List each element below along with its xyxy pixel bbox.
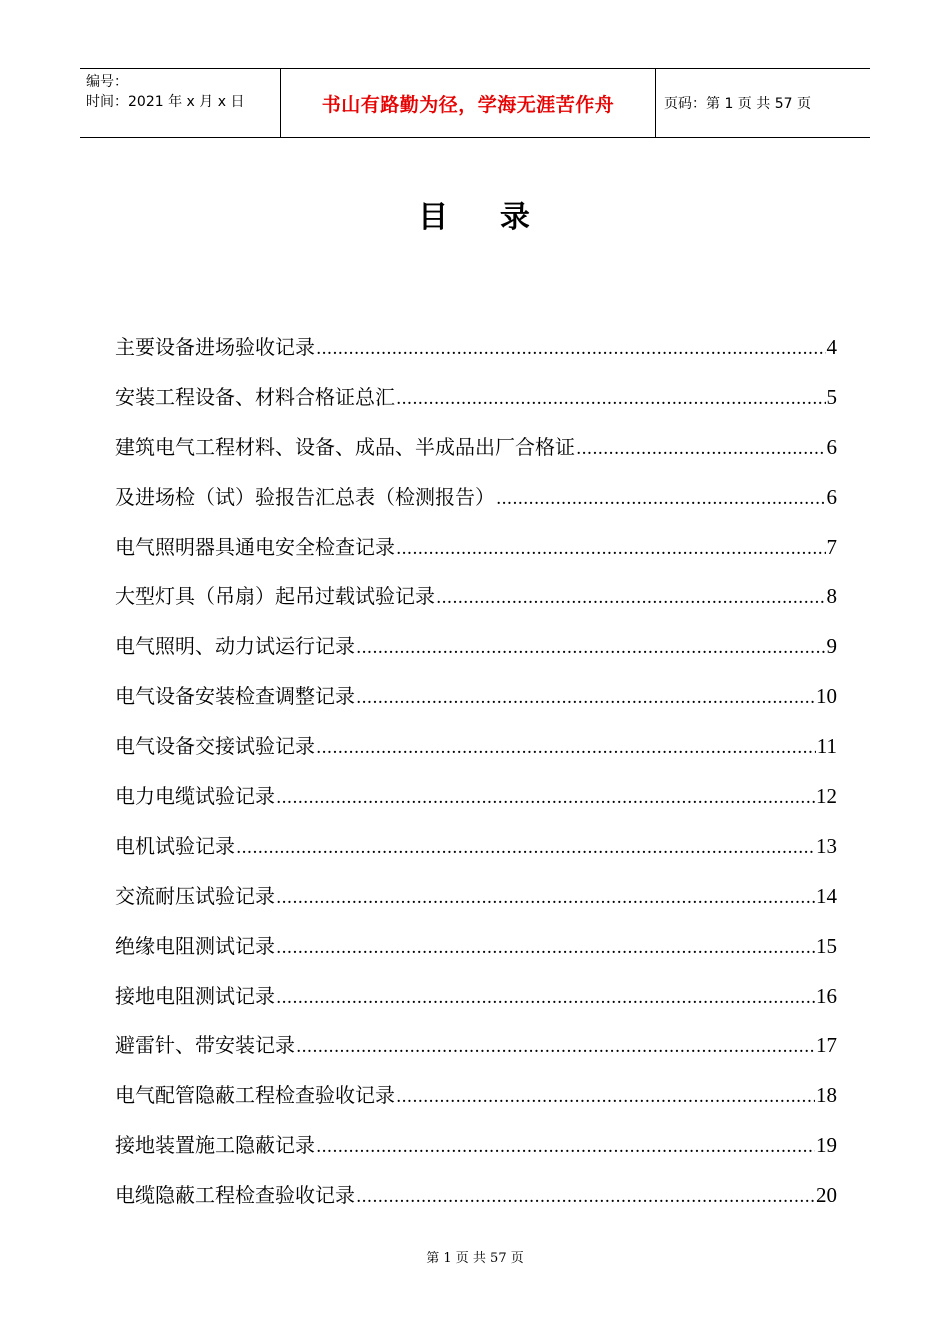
toc-leader-dots <box>356 674 815 724</box>
toc-entry[interactable] <box>115 722 837 772</box>
header-motto: 书山有路勤为径，学海无涯苦作舟 <box>280 69 656 137</box>
toc-leader-dots <box>316 1123 815 1173</box>
toc-entry[interactable] <box>115 672 837 722</box>
toc-entry-page: 5 <box>826 384 837 409</box>
toc-entry-label: 安装工程设备、材料合格证总汇 <box>115 384 395 409</box>
toc-leader-dots <box>236 824 815 874</box>
toc-entry-page: 6 <box>826 434 837 459</box>
toc-entry-label: 电气照明、动力试运行记录 <box>115 634 355 659</box>
toc-entry-page: 7 <box>826 534 837 559</box>
toc-entry-page: 11 <box>816 734 837 759</box>
toc-entry-label: 电气配管隐蔽工程检查验收记录 <box>115 1083 395 1108</box>
toc-entry-page: 19 <box>816 1133 837 1158</box>
toc-entry-page: 20 <box>816 1183 837 1208</box>
toc-entry-page: 13 <box>816 833 837 858</box>
toc-leader-dots <box>576 425 826 475</box>
toc-leader-dots <box>396 375 826 425</box>
table-of-contents <box>115 323 837 1221</box>
toc-entry-label: 接地装置施工隐蔽记录 <box>115 1133 315 1158</box>
header-meta <box>80 69 280 137</box>
toc-entry-page: 18 <box>816 1083 837 1108</box>
toc-entry-label: 电力电缆试验记录 <box>115 784 275 809</box>
toc-entry-label: 大型灯具（吊扇）起吊过载试验记录 <box>115 584 435 609</box>
toc-entry[interactable] <box>115 972 837 1022</box>
toc-leader-dots <box>396 525 826 575</box>
toc-leader-dots <box>356 1173 815 1223</box>
toc-leader-dots <box>296 1023 815 1073</box>
toc-entry[interactable] <box>115 473 837 523</box>
toc-entry-page: 16 <box>816 983 837 1008</box>
toc-leader-dots <box>276 774 815 824</box>
toc-entry-page: 6 <box>826 484 837 509</box>
toc-entry-page: 14 <box>816 883 837 908</box>
toc-entry-page: 9 <box>826 634 837 659</box>
toc-entry[interactable] <box>115 622 837 672</box>
toc-entry-page: 4 <box>826 335 837 359</box>
toc-entry-label: 电气设备交接试验记录 <box>115 734 315 759</box>
toc-entry-label: 电气设备安装检查调整记录 <box>115 684 355 709</box>
toc-entry-label: 接地电阻测试记录 <box>115 983 275 1008</box>
toc-entry-page: 8 <box>826 584 837 609</box>
toc-entry[interactable] <box>115 822 837 872</box>
toc-entry[interactable] <box>115 1021 837 1071</box>
toc-entry[interactable] <box>115 423 837 473</box>
toc-entry-label: 电机试验记录 <box>115 833 235 858</box>
toc-entry-page: 15 <box>816 933 837 958</box>
document-number-label: 编号： <box>86 74 128 90</box>
toc-entry-label: 绝缘电阻测试记录 <box>115 933 275 958</box>
toc-leader-dots <box>276 974 815 1024</box>
toc-entry[interactable] <box>115 323 837 373</box>
toc-leader-dots <box>436 574 826 624</box>
document-date: 时间：2021 年 x 月 x 日 <box>86 94 245 110</box>
toc-leader-dots <box>356 624 826 674</box>
toc-entry-page: 10 <box>816 684 837 709</box>
toc-leader-dots <box>316 325 826 375</box>
toc-entry[interactable] <box>115 572 837 622</box>
toc-leader-dots <box>316 724 816 774</box>
toc-entry[interactable] <box>115 1071 837 1121</box>
header-page-info: 页码：第 1 页 共 57 页 <box>664 96 811 112</box>
toc-entry-label: 建筑电气工程材料、设备、成品、半成品出厂合格证 <box>115 434 575 459</box>
toc-entry-page: 12 <box>816 784 837 809</box>
toc-entry-label: 电气照明器具通电安全检查记录 <box>115 534 395 559</box>
page-title-text: 目 录 <box>418 200 532 235</box>
toc-entry[interactable] <box>115 523 837 573</box>
toc-entry-label: 电缆隐蔽工程检查验收记录 <box>115 1183 355 1208</box>
toc-entry[interactable] <box>115 872 837 922</box>
toc-entry[interactable] <box>115 922 837 972</box>
toc-leader-dots <box>496 475 826 525</box>
toc-leader-dots <box>276 924 815 974</box>
toc-leader-dots <box>276 874 815 924</box>
toc-entry[interactable] <box>115 1121 837 1171</box>
page-footer: 第 1 页 共 57 页 <box>426 1251 524 1266</box>
toc-entry-label: 及进场检（试）验报告汇总表（检测报告） <box>115 484 495 509</box>
page-header <box>80 68 870 138</box>
toc-entry-label: 避雷针、带安装记录 <box>115 1033 295 1058</box>
toc-entry-label: 交流耐压试验记录 <box>115 883 275 908</box>
page-title <box>0 192 950 236</box>
toc-entry-label: 主要设备进场验收记录 <box>115 335 315 359</box>
toc-entry[interactable] <box>115 772 837 822</box>
toc-entry[interactable] <box>115 373 837 423</box>
toc-entry-page: 17 <box>816 1033 837 1058</box>
toc-entry[interactable] <box>115 1171 837 1221</box>
toc-leader-dots <box>396 1073 815 1123</box>
